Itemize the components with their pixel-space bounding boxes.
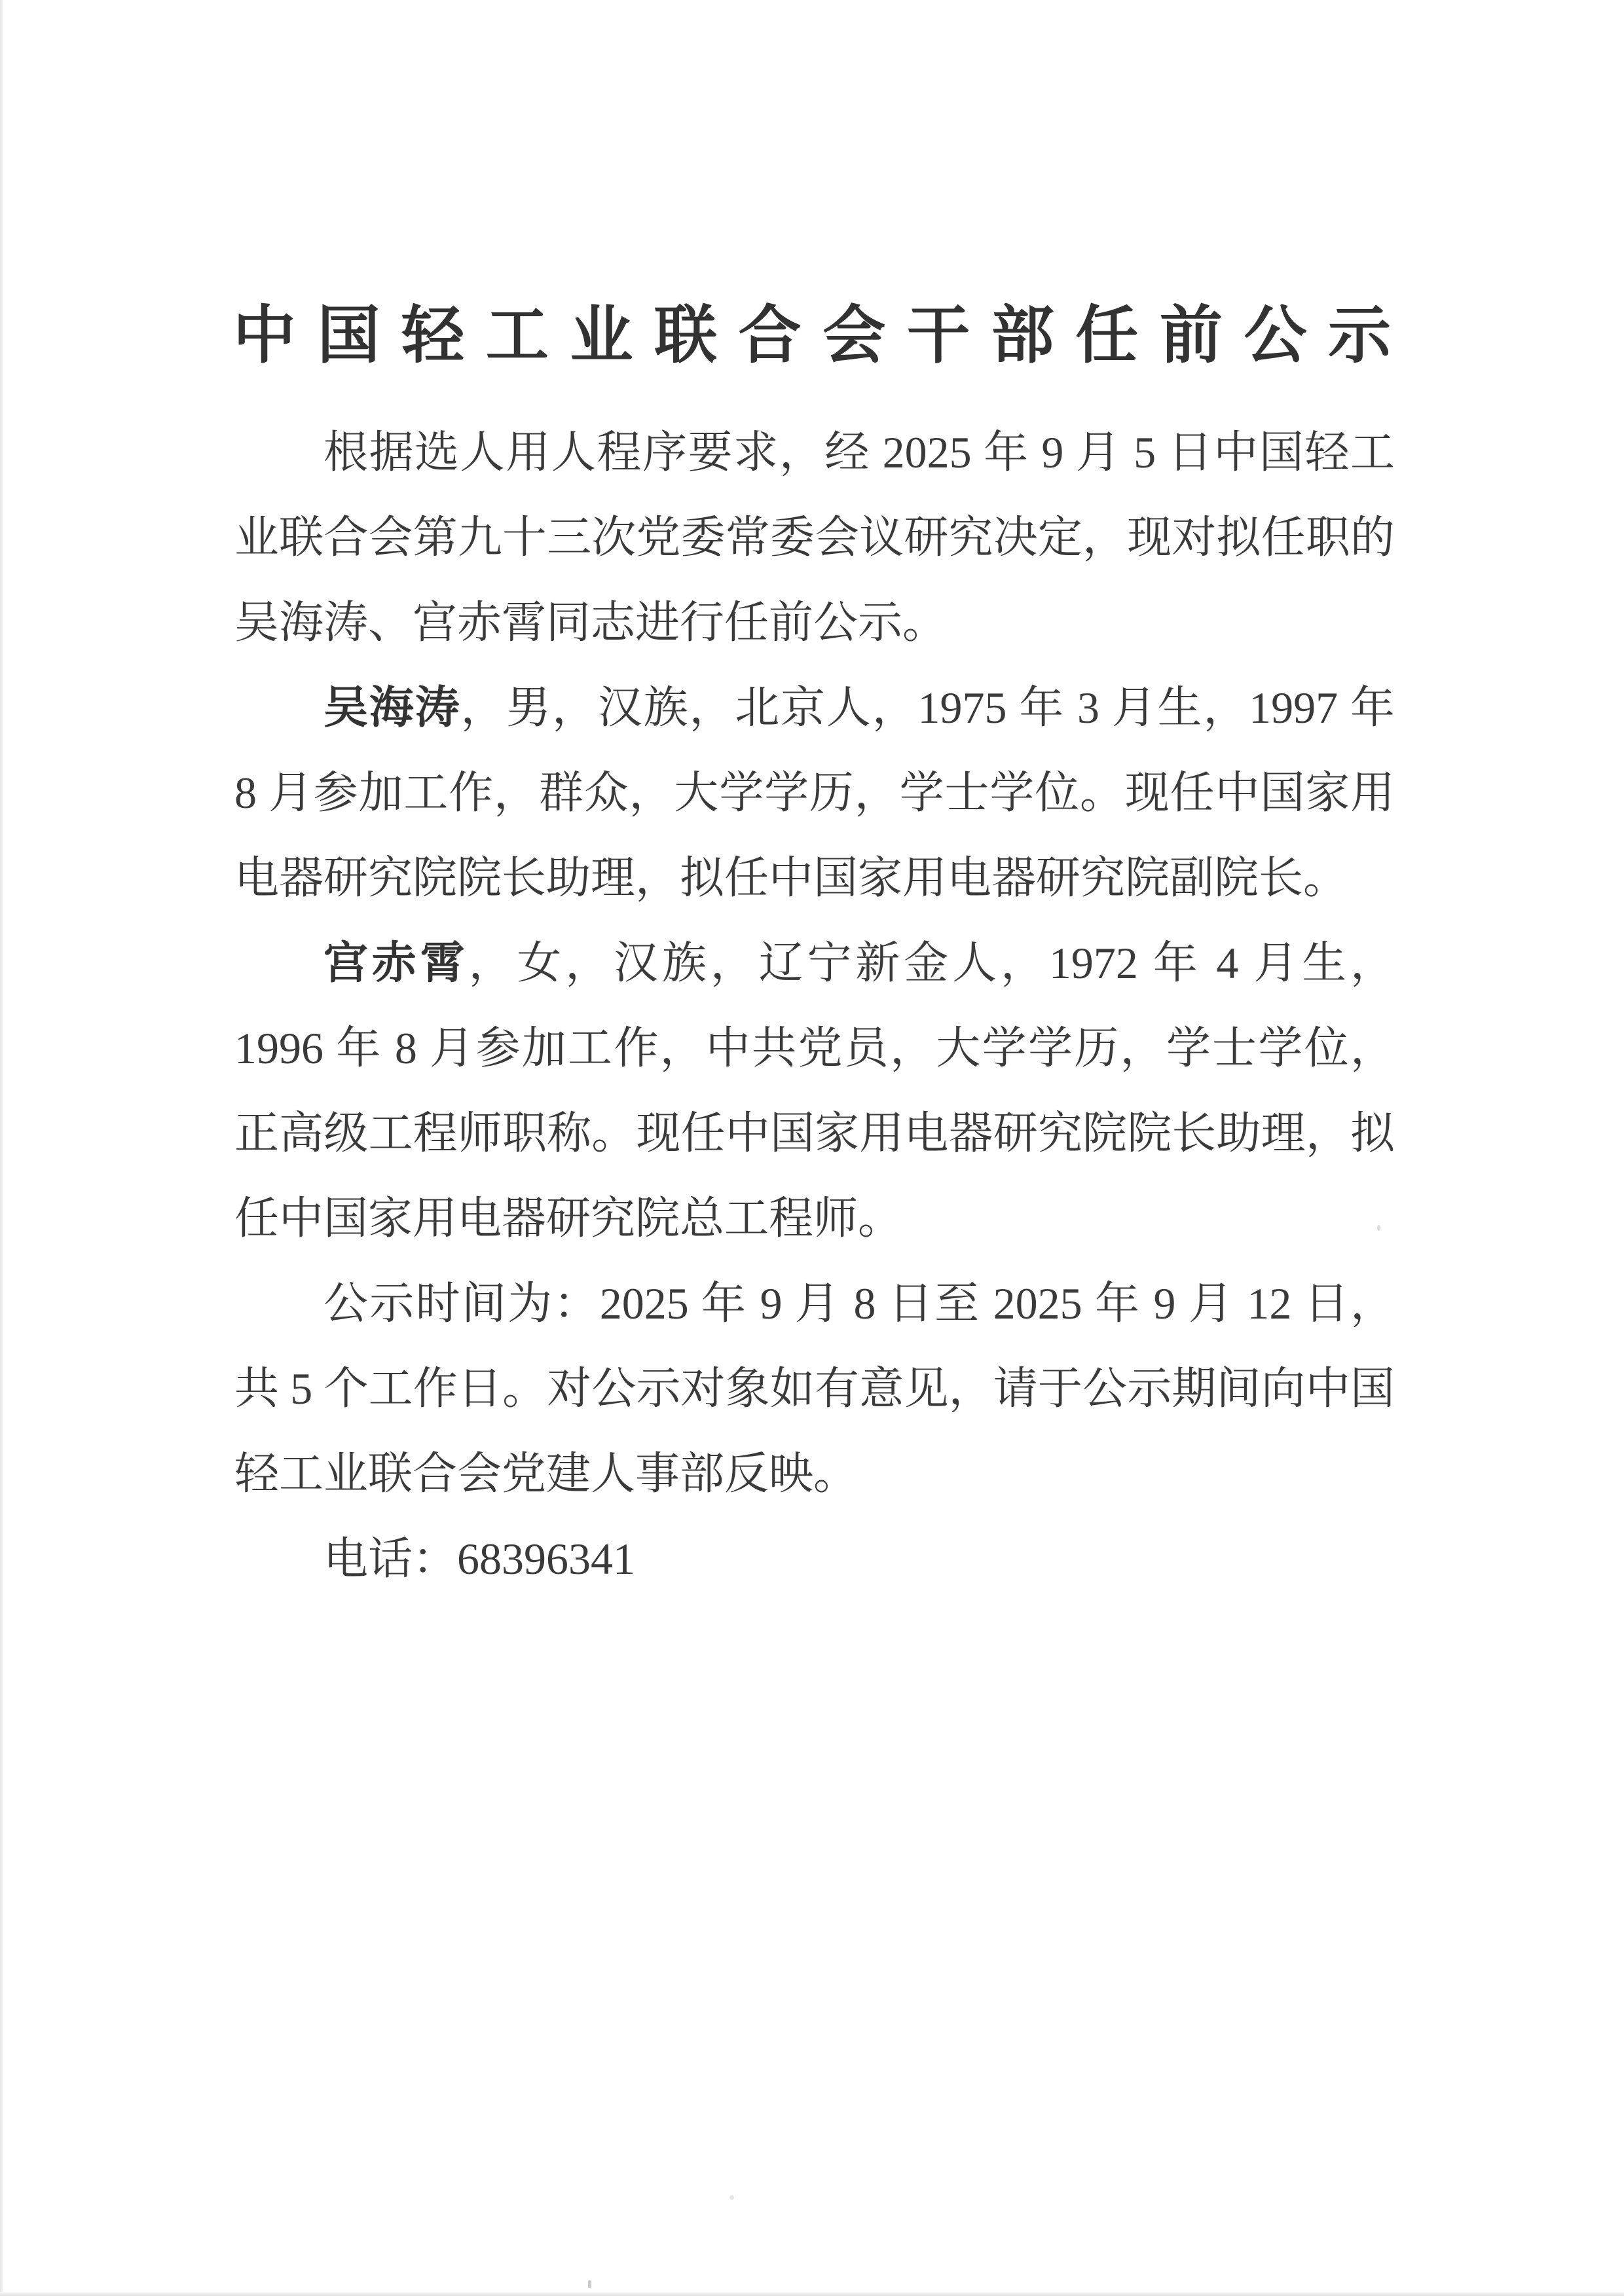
paragraph-notice-period-text: 公示时间为：2025 年 9 月 8 日至 2025 年 9 月 12 日，共 5 个工作日。对公示对象如有意见，请于公示期间向中国轻工业联合会党建人事部反映。 [234, 1279, 1395, 1499]
document-title: 中国轻工业联合会干部任前公示 [232, 301, 1412, 371]
phone-line [234, 1516, 1395, 1601]
person-name-gong-chixiao: 宫赤霄 [323, 938, 469, 988]
scan-edge-bottom [0, 2292, 1624, 2296]
paragraph-wu-haitao-text: ，男，汉族，北京人，1975 年 3 月生，1997 年 8 月参加工作，群众，大学学历，学士学位。现任中国家用电器研究院院长助理，拟任中国家用电器研究院副院长。 [234, 683, 1395, 903]
phone-line-text: 电话：68396341 [323, 1534, 636, 1584]
document-body [234, 410, 1395, 1601]
paragraph-notice-period [234, 1261, 1395, 1516]
person-name-wu-haitao: 吴海涛 [323, 683, 461, 733]
scan-speck [588, 2280, 591, 2288]
scan-speck [1377, 1225, 1380, 1231]
paragraph-gong-chixiao [234, 920, 1395, 1261]
paragraph-wu-haitao [234, 665, 1395, 920]
paragraph-gong-chixiao-text: ，女，汉族，辽宁新金人，1972 年 4 月生，1996 年 8 月参加工作，中共党员，大学学历，学士学位，正高级工程师职称。现任中国家用电器研究院院长助理，拟任中国家用电器研究院总工程师。 [234, 938, 1395, 1243]
paragraph-intro-text: 根据选人用人程序要求，经 2025 年 9 月 5 日中国轻工业联合会第九十三次党委常委会议研究决定，现对拟任职的吴海涛、宫赤霄同志进行任前公示。 [234, 428, 1395, 647]
scan-speck [729, 2195, 734, 2200]
paragraph-intro [234, 410, 1395, 665]
